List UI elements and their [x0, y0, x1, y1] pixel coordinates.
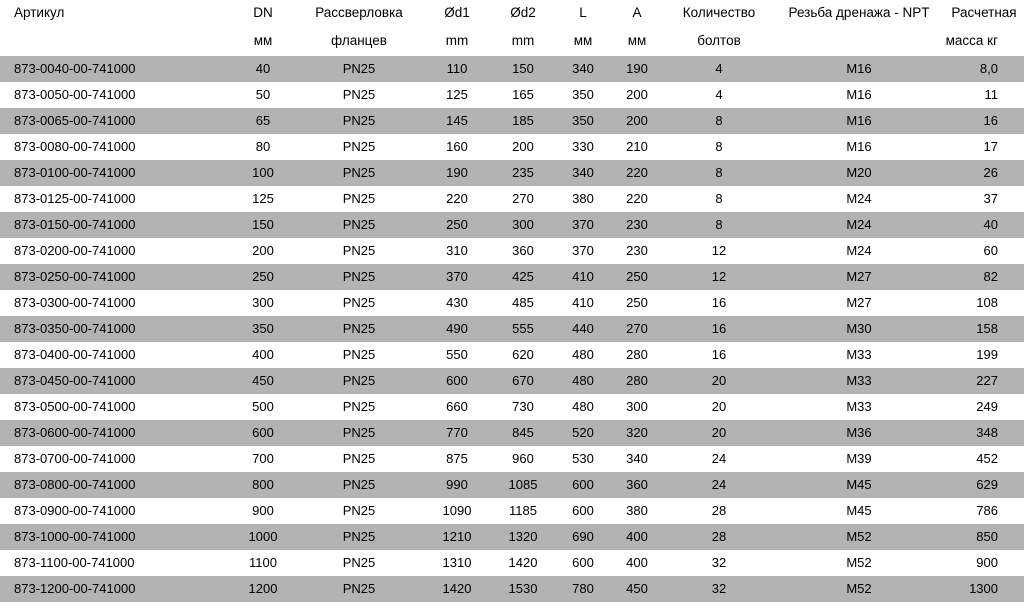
column-subheader-flanges: фланцев — [294, 26, 424, 56]
cell-bolt-count: 12 — [664, 238, 774, 264]
cell-dn: 200 — [232, 238, 294, 264]
cell-drain-thread: M27 — [774, 264, 944, 290]
cell-dn: 250 — [232, 264, 294, 290]
cell-mass: 16 — [944, 108, 1024, 134]
cell-article: 873-0250-00-741000 — [0, 264, 232, 290]
cell-l: 410 — [556, 264, 610, 290]
cell-dn: 125 — [232, 186, 294, 212]
cell-drain-thread: M20 — [774, 160, 944, 186]
cell-dn: 40 — [232, 56, 294, 82]
cell-flange-drilling: PN25 — [294, 342, 424, 368]
cell-drain-thread: M52 — [774, 576, 944, 602]
cell-drain-thread: M33 — [774, 342, 944, 368]
cell-dn: 1000 — [232, 524, 294, 550]
cell-article: 873-0900-00-741000 — [0, 498, 232, 524]
table-row — [0, 82, 1024, 108]
cell-d1: 220 — [424, 186, 490, 212]
cell-drain-thread: M52 — [774, 524, 944, 550]
table-row — [0, 212, 1024, 238]
cell-a: 380 — [610, 498, 664, 524]
cell-drain-thread: M33 — [774, 394, 944, 420]
table-body — [0, 56, 1024, 602]
column-header-a: A — [610, 0, 664, 26]
cell-a: 220 — [610, 186, 664, 212]
cell-dn: 700 — [232, 446, 294, 472]
cell-l: 520 — [556, 420, 610, 446]
cell-d2: 555 — [490, 316, 556, 342]
cell-d1: 770 — [424, 420, 490, 446]
cell-drain-thread: M16 — [774, 134, 944, 160]
cell-bolt-count: 4 — [664, 56, 774, 82]
cell-article: 873-0040-00-741000 — [0, 56, 232, 82]
cell-drain-thread: M33 — [774, 368, 944, 394]
table-header — [0, 0, 1024, 56]
column-subheader-d2-units: mm — [490, 26, 556, 56]
cell-d1: 125 — [424, 82, 490, 108]
column-subheader-mass-units: масса кг — [944, 26, 1024, 56]
cell-article: 873-0800-00-741000 — [0, 472, 232, 498]
cell-flange-drilling: PN25 — [294, 186, 424, 212]
cell-d2: 960 — [490, 446, 556, 472]
table-row — [0, 576, 1024, 602]
cell-d1: 1090 — [424, 498, 490, 524]
cell-drain-thread: M45 — [774, 498, 944, 524]
table-row — [0, 186, 1024, 212]
column-header-calculated: Расчетная — [944, 0, 1024, 26]
cell-d2: 300 — [490, 212, 556, 238]
column-header-flange-drilling: Рассверловка — [294, 0, 424, 26]
cell-d2: 1420 — [490, 550, 556, 576]
column-subheader-drain-thread — [774, 26, 944, 56]
cell-d1: 370 — [424, 264, 490, 290]
table-header-row-units — [0, 26, 1024, 56]
cell-a: 280 — [610, 342, 664, 368]
cell-d2: 730 — [490, 394, 556, 420]
column-subheader-article — [0, 26, 232, 56]
cell-mass: 26 — [944, 160, 1024, 186]
table-row — [0, 498, 1024, 524]
cell-d1: 190 — [424, 160, 490, 186]
column-subheader-dn-units: мм — [232, 26, 294, 56]
cell-d2: 620 — [490, 342, 556, 368]
cell-mass: 158 — [944, 316, 1024, 342]
cell-a: 320 — [610, 420, 664, 446]
cell-dn: 300 — [232, 290, 294, 316]
column-subheader-d1-units: mm — [424, 26, 490, 56]
table-row — [0, 420, 1024, 446]
column-header-article: Артикул — [0, 0, 232, 26]
cell-bolt-count: 20 — [664, 368, 774, 394]
cell-mass: 1300 — [944, 576, 1024, 602]
cell-drain-thread: M16 — [774, 108, 944, 134]
cell-dn: 100 — [232, 160, 294, 186]
cell-d2: 270 — [490, 186, 556, 212]
table-row — [0, 342, 1024, 368]
cell-d1: 110 — [424, 56, 490, 82]
cell-mass: 199 — [944, 342, 1024, 368]
cell-mass: 40 — [944, 212, 1024, 238]
cell-article: 873-1100-00-741000 — [0, 550, 232, 576]
cell-flange-drilling: PN25 — [294, 290, 424, 316]
cell-drain-thread: M27 — [774, 290, 944, 316]
cell-d1: 160 — [424, 134, 490, 160]
cell-l: 480 — [556, 368, 610, 394]
cell-bolt-count: 32 — [664, 550, 774, 576]
cell-dn: 150 — [232, 212, 294, 238]
table-row — [0, 264, 1024, 290]
cell-l: 350 — [556, 82, 610, 108]
column-header-d1: Ød1 — [424, 0, 490, 26]
table-row — [0, 524, 1024, 550]
cell-d1: 490 — [424, 316, 490, 342]
cell-l: 600 — [556, 498, 610, 524]
table-row — [0, 160, 1024, 186]
cell-a: 280 — [610, 368, 664, 394]
cell-article: 873-1000-00-741000 — [0, 524, 232, 550]
cell-article: 873-0065-00-741000 — [0, 108, 232, 134]
cell-a: 400 — [610, 550, 664, 576]
cell-article: 873-0050-00-741000 — [0, 82, 232, 108]
cell-d2: 1530 — [490, 576, 556, 602]
cell-article: 873-0100-00-741000 — [0, 160, 232, 186]
cell-flange-drilling: PN25 — [294, 56, 424, 82]
cell-flange-drilling: PN25 — [294, 238, 424, 264]
cell-flange-drilling: PN25 — [294, 160, 424, 186]
cell-mass: 249 — [944, 394, 1024, 420]
cell-d1: 660 — [424, 394, 490, 420]
column-header-bolt-count: Количество — [664, 0, 774, 26]
cell-d2: 200 — [490, 134, 556, 160]
cell-bolt-count: 20 — [664, 394, 774, 420]
cell-bolt-count: 32 — [664, 576, 774, 602]
cell-dn: 900 — [232, 498, 294, 524]
table-row — [0, 108, 1024, 134]
cell-bolt-count: 8 — [664, 134, 774, 160]
cell-article: 873-0080-00-741000 — [0, 134, 232, 160]
cell-dn: 1200 — [232, 576, 294, 602]
cell-drain-thread: M52 — [774, 550, 944, 576]
cell-a: 300 — [610, 394, 664, 420]
cell-bolt-count: 24 — [664, 446, 774, 472]
cell-d2: 185 — [490, 108, 556, 134]
cell-flange-drilling: PN25 — [294, 108, 424, 134]
cell-d2: 670 — [490, 368, 556, 394]
column-header-dn: DN — [232, 0, 294, 26]
cell-flange-drilling: PN25 — [294, 264, 424, 290]
cell-d1: 145 — [424, 108, 490, 134]
column-subheader-bolts: болтов — [664, 26, 774, 56]
cell-mass: 11 — [944, 82, 1024, 108]
cell-d2: 165 — [490, 82, 556, 108]
cell-mass: 8,0 — [944, 56, 1024, 82]
cell-d2: 360 — [490, 238, 556, 264]
cell-bolt-count: 8 — [664, 108, 774, 134]
cell-a: 450 — [610, 576, 664, 602]
cell-article: 873-0300-00-741000 — [0, 290, 232, 316]
cell-flange-drilling: PN25 — [294, 316, 424, 342]
cell-flange-drilling: PN25 — [294, 576, 424, 602]
cell-dn: 80 — [232, 134, 294, 160]
cell-dn: 800 — [232, 472, 294, 498]
cell-l: 480 — [556, 394, 610, 420]
cell-a: 200 — [610, 108, 664, 134]
cell-a: 270 — [610, 316, 664, 342]
cell-flange-drilling: PN25 — [294, 394, 424, 420]
cell-l: 600 — [556, 472, 610, 498]
cell-drain-thread: M30 — [774, 316, 944, 342]
cell-drain-thread: M24 — [774, 238, 944, 264]
cell-l: 340 — [556, 56, 610, 82]
cell-mass: 850 — [944, 524, 1024, 550]
cell-bolt-count: 12 — [664, 264, 774, 290]
cell-d1: 550 — [424, 342, 490, 368]
cell-l: 330 — [556, 134, 610, 160]
cell-mass: 37 — [944, 186, 1024, 212]
cell-a: 230 — [610, 212, 664, 238]
cell-bolt-count: 16 — [664, 290, 774, 316]
cell-d2: 1320 — [490, 524, 556, 550]
table-header-row-primary — [0, 0, 1024, 26]
cell-mass: 82 — [944, 264, 1024, 290]
column-subheader-l-units: мм — [556, 26, 610, 56]
cell-dn: 65 — [232, 108, 294, 134]
cell-dn: 500 — [232, 394, 294, 420]
cell-dn: 600 — [232, 420, 294, 446]
cell-bolt-count: 28 — [664, 498, 774, 524]
cell-a: 250 — [610, 290, 664, 316]
cell-mass: 60 — [944, 238, 1024, 264]
cell-d2: 485 — [490, 290, 556, 316]
cell-flange-drilling: PN25 — [294, 134, 424, 160]
cell-bolt-count: 16 — [664, 342, 774, 368]
column-header-d2: Ød2 — [490, 0, 556, 26]
cell-bolt-count: 16 — [664, 316, 774, 342]
table-row — [0, 368, 1024, 394]
cell-dn: 400 — [232, 342, 294, 368]
cell-a: 360 — [610, 472, 664, 498]
cell-drain-thread: M24 — [774, 212, 944, 238]
table-row — [0, 446, 1024, 472]
table-row — [0, 56, 1024, 82]
table-row — [0, 472, 1024, 498]
cell-drain-thread: M45 — [774, 472, 944, 498]
cell-d2: 1185 — [490, 498, 556, 524]
cell-a: 200 — [610, 82, 664, 108]
cell-l: 530 — [556, 446, 610, 472]
cell-a: 230 — [610, 238, 664, 264]
column-header-l: L — [556, 0, 610, 26]
cell-l: 480 — [556, 342, 610, 368]
cell-mass: 629 — [944, 472, 1024, 498]
cell-l: 410 — [556, 290, 610, 316]
table-row — [0, 394, 1024, 420]
table-row — [0, 238, 1024, 264]
cell-l: 780 — [556, 576, 610, 602]
cell-article: 873-1200-00-741000 — [0, 576, 232, 602]
cell-mass: 348 — [944, 420, 1024, 446]
cell-drain-thread: M24 — [774, 186, 944, 212]
column-subheader-a-units: мм — [610, 26, 664, 56]
cell-mass: 452 — [944, 446, 1024, 472]
cell-article: 873-0150-00-741000 — [0, 212, 232, 238]
cell-d2: 150 — [490, 56, 556, 82]
cell-d1: 430 — [424, 290, 490, 316]
cell-article: 873-0700-00-741000 — [0, 446, 232, 472]
cell-d1: 990 — [424, 472, 490, 498]
cell-flange-drilling: PN25 — [294, 82, 424, 108]
cell-flange-drilling: PN25 — [294, 524, 424, 550]
cell-article: 873-0400-00-741000 — [0, 342, 232, 368]
cell-d1: 600 — [424, 368, 490, 394]
cell-a: 250 — [610, 264, 664, 290]
cell-flange-drilling: PN25 — [294, 498, 424, 524]
cell-drain-thread: M16 — [774, 56, 944, 82]
table-row — [0, 316, 1024, 342]
cell-l: 690 — [556, 524, 610, 550]
cell-flange-drilling: PN25 — [294, 446, 424, 472]
table-bottom-spacer — [0, 602, 1024, 612]
cell-bolt-count: 20 — [664, 420, 774, 446]
cell-a: 340 — [610, 446, 664, 472]
cell-l: 440 — [556, 316, 610, 342]
table-row — [0, 290, 1024, 316]
cell-bolt-count: 28 — [664, 524, 774, 550]
cell-a: 210 — [610, 134, 664, 160]
cell-l: 340 — [556, 160, 610, 186]
cell-mass: 17 — [944, 134, 1024, 160]
cell-d1: 875 — [424, 446, 490, 472]
cell-d2: 845 — [490, 420, 556, 446]
cell-l: 370 — [556, 238, 610, 264]
cell-l: 600 — [556, 550, 610, 576]
cell-flange-drilling: PN25 — [294, 472, 424, 498]
table-row — [0, 550, 1024, 576]
cell-a: 400 — [610, 524, 664, 550]
cell-article: 873-0600-00-741000 — [0, 420, 232, 446]
cell-article: 873-0450-00-741000 — [0, 368, 232, 394]
cell-a: 220 — [610, 160, 664, 186]
table-row — [0, 134, 1024, 160]
cell-bolt-count: 4 — [664, 82, 774, 108]
cell-l: 380 — [556, 186, 610, 212]
cell-mass: 786 — [944, 498, 1024, 524]
cell-d1: 1310 — [424, 550, 490, 576]
cell-d2: 425 — [490, 264, 556, 290]
cell-a: 190 — [610, 56, 664, 82]
cell-dn: 450 — [232, 368, 294, 394]
cell-l: 370 — [556, 212, 610, 238]
cell-mass: 900 — [944, 550, 1024, 576]
cell-flange-drilling: PN25 — [294, 212, 424, 238]
cell-article: 873-0200-00-741000 — [0, 238, 232, 264]
cell-mass: 108 — [944, 290, 1024, 316]
cell-d1: 250 — [424, 212, 490, 238]
cell-drain-thread: M36 — [774, 420, 944, 446]
cell-dn: 350 — [232, 316, 294, 342]
cell-dn: 1100 — [232, 550, 294, 576]
cell-article: 873-0350-00-741000 — [0, 316, 232, 342]
cell-dn: 50 — [232, 82, 294, 108]
cell-drain-thread: M39 — [774, 446, 944, 472]
cell-bolt-count: 8 — [664, 212, 774, 238]
cell-bolt-count: 8 — [664, 160, 774, 186]
cell-bolt-count: 24 — [664, 472, 774, 498]
cell-article: 873-0500-00-741000 — [0, 394, 232, 420]
cell-bolt-count: 8 — [664, 186, 774, 212]
cell-flange-drilling: PN25 — [294, 550, 424, 576]
cell-d1: 1210 — [424, 524, 490, 550]
cell-d2: 1085 — [490, 472, 556, 498]
cell-flange-drilling: PN25 — [294, 368, 424, 394]
cell-drain-thread: M16 — [774, 82, 944, 108]
cell-article: 873-0125-00-741000 — [0, 186, 232, 212]
column-header-drain-thread-npt: Резьба дренажа - NPT — [774, 0, 944, 26]
cell-l: 350 — [556, 108, 610, 134]
cell-mass: 227 — [944, 368, 1024, 394]
cell-d1: 310 — [424, 238, 490, 264]
cell-d1: 1420 — [424, 576, 490, 602]
cell-d2: 235 — [490, 160, 556, 186]
cell-flange-drilling: PN25 — [294, 420, 424, 446]
